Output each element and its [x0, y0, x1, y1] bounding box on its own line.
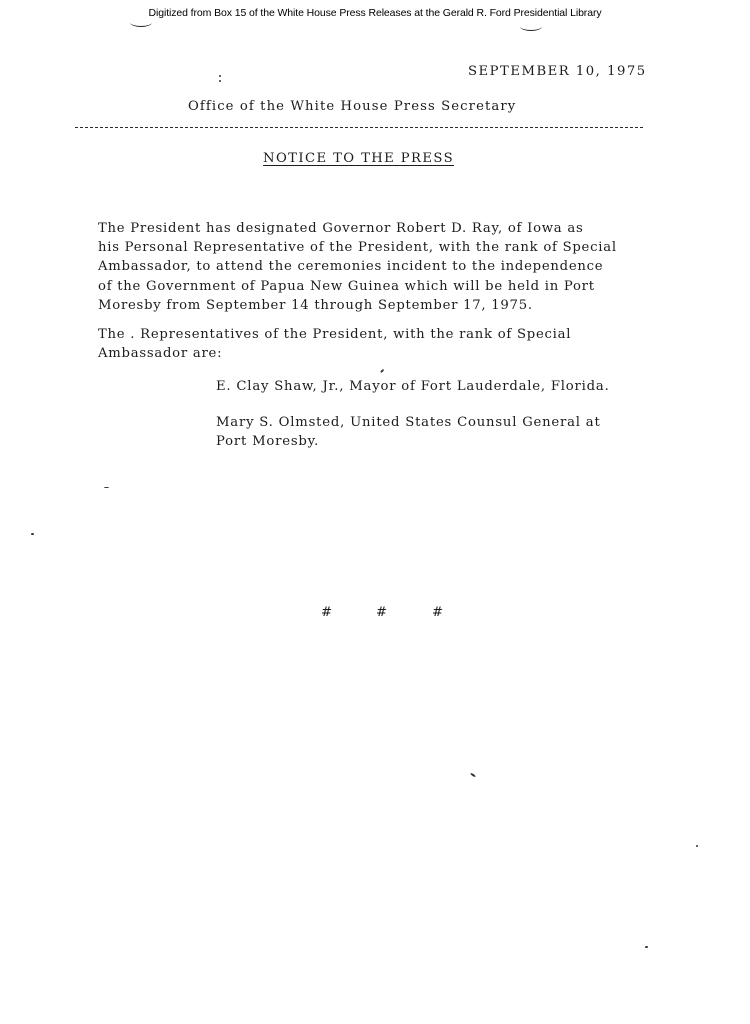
scan-speck: [645, 946, 648, 948]
representative-line: Mary S. Olmsted, United States Counsul General at: [216, 415, 601, 430]
scan-speck: [219, 75, 221, 77]
notice-heading: NOTICE TO THE PRESS: [263, 151, 455, 166]
paragraph-line: The President has designated Governor Robert D. Ray, of Iowa as: [98, 221, 584, 236]
office-line: Office of the White House Press Secretary: [188, 99, 517, 114]
paragraph-line: Ambassador, to attend the ceremonies incident to the independence: [98, 259, 604, 275]
representative-line: E. Clay Shaw, Jr., Mayor of Fort Lauderdale, Florida.: [216, 379, 610, 394]
scan-mark-left: [130, 18, 152, 27]
paragraph-line: Moresby from September 14 through September 17, 1975.: [98, 297, 533, 313]
end-mark: #: [321, 605, 333, 620]
scan-mark-right: [520, 22, 542, 31]
release-date: SEPTEMBER 10, 1975: [468, 64, 647, 79]
paragraph-line: The . Representatives of the President, with the rank of Special: [98, 327, 572, 342]
paragraph-line: his Personal Representative of the President, with the rank of Special: [98, 240, 617, 256]
representative-shaw: [216, 377, 610, 396]
scan-speck: [31, 533, 34, 535]
digitization-note: Digitized from Box 15 of the White House Press Releases at the Gerald R. Ford Presidential Library: [148, 7, 602, 19]
scan-speck: [470, 772, 476, 777]
representative-olmsted: [216, 413, 601, 451]
paragraph-line: Ambassador are:: [98, 346, 223, 362]
end-mark: #: [432, 605, 444, 620]
representative-line: Port Moresby.: [216, 434, 320, 450]
paragraph-representatives: [98, 325, 571, 363]
scan-speck: [380, 369, 384, 373]
scan-speck: [219, 80, 221, 82]
scan-speck: [696, 845, 698, 847]
paragraph-line: of the Government of Papua New Guinea which will be held in Port: [98, 278, 595, 294]
dashed-divider: [75, 127, 643, 128]
paragraph-designation: [98, 219, 617, 315]
end-mark: #: [376, 605, 388, 620]
scan-speck: [104, 487, 109, 488]
